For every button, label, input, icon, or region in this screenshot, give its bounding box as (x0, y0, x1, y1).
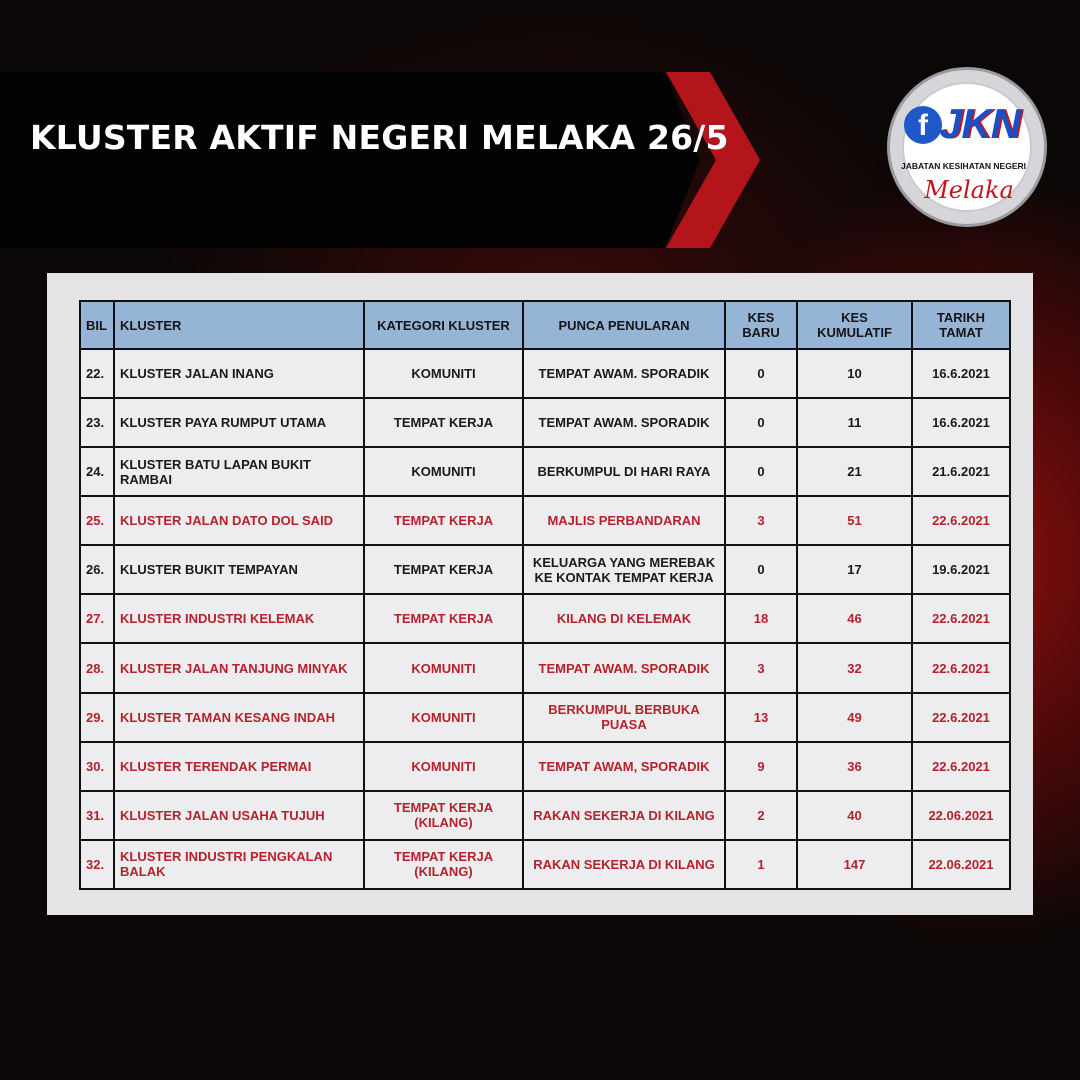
table-row (80, 349, 1010, 398)
row-kluster-name: KLUSTER INDUSTRI KELEMAK (114, 594, 364, 643)
table-row (80, 594, 1010, 643)
row-tarikh-tamat: 22.6.2021 (912, 496, 1010, 545)
row-kluster-name: KLUSTER TAMAN KESANG INDAH (114, 693, 364, 742)
row-kes-baru: 0 (725, 349, 797, 398)
row-punca: BERKUMPUL BERBUKA PUASA (523, 693, 725, 742)
row-punca: TEMPAT AWAM. SPORADIK (523, 349, 725, 398)
row-bil: 25. (80, 496, 114, 545)
cluster-table (79, 300, 1011, 890)
row-kluster-name: KLUSTER JALAN TANJUNG MINYAK (114, 643, 364, 692)
col-header-kluster: KLUSTER (114, 301, 364, 349)
col-header-kes-baru: KES BARU (725, 301, 797, 349)
row-punca: KILANG DI KELEMAK (523, 594, 725, 643)
facebook-icon: f (904, 106, 942, 144)
row-tarikh-tamat: 21.6.2021 (912, 447, 1010, 496)
row-kes-baru: 13 (725, 693, 797, 742)
row-kes-baru: 2 (725, 791, 797, 840)
row-kes-kumulatif: 49 (797, 693, 912, 742)
row-kategori: KOMUNITI (364, 693, 523, 742)
row-kes-kumulatif: 36 (797, 742, 912, 791)
page-title: KLUSTER AKTIF NEGERI MELAKA 26/5 (30, 118, 729, 157)
row-kes-baru: 0 (725, 398, 797, 447)
row-kategori: KOMUNITI (364, 742, 523, 791)
row-kes-kumulatif: 51 (797, 496, 912, 545)
row-kluster-name: KLUSTER BATU LAPAN BUKIT RAMBAI (114, 447, 364, 496)
row-punca: RAKAN SEKERJA DI KILANG (523, 791, 725, 840)
row-kes-kumulatif: 32 (797, 643, 912, 692)
col-header-punca: PUNCA PENULARAN (523, 301, 725, 349)
row-bil: 30. (80, 742, 114, 791)
table-row (80, 643, 1010, 692)
row-kes-kumulatif: 46 (797, 594, 912, 643)
col-header-kes-kumulatif: KES KUMULATIF (797, 301, 912, 349)
row-bil: 22. (80, 349, 114, 398)
row-kategori: TEMPAT KERJA (364, 545, 523, 594)
row-bil: 26. (80, 545, 114, 594)
col-header-tarikh-tamat: TARIKH TAMAT (912, 301, 1010, 349)
row-punca: TEMPAT AWAM. SPORADIK (523, 398, 725, 447)
row-bil: 27. (80, 594, 114, 643)
row-kes-baru: 18 (725, 594, 797, 643)
row-bil: 23. (80, 398, 114, 447)
row-kes-kumulatif: 10 (797, 349, 912, 398)
row-tarikh-tamat: 22.6.2021 (912, 742, 1010, 791)
table-row (80, 447, 1010, 496)
row-kes-baru: 3 (725, 496, 797, 545)
row-kategori: TEMPAT KERJA (KILANG) (364, 840, 523, 889)
row-kategori: KOMUNITI (364, 643, 523, 692)
table-row (80, 840, 1010, 889)
row-kategori: TEMPAT KERJA (364, 398, 523, 447)
row-punca: BERKUMPUL DI HARI RAYA (523, 447, 725, 496)
row-kluster-name: KLUSTER INDUSTRI PENGKALAN BALAK (114, 840, 364, 889)
row-kluster-name: KLUSTER JALAN USAHA TUJUH (114, 791, 364, 840)
table-row (80, 545, 1010, 594)
row-tarikh-tamat: 16.6.2021 (912, 398, 1010, 447)
logo-script: Melaka (924, 176, 1014, 204)
row-kategori: KOMUNITI (364, 349, 523, 398)
row-punca: KELUARGA YANG MEREBAK KE KONTAK TEMPAT KERJA (523, 545, 725, 594)
col-header-bil: BIL (80, 301, 114, 349)
row-kategori: KOMUNITI (364, 447, 523, 496)
row-kluster-name: KLUSTER TERENDAK PERMAI (114, 742, 364, 791)
row-tarikh-tamat: 22.06.2021 (912, 840, 1010, 889)
table-row (80, 742, 1010, 791)
row-kluster-name: KLUSTER PAYA RUMPUT UTAMA (114, 398, 364, 447)
row-bil: 28. (80, 643, 114, 692)
row-kluster-name: KLUSTER JALAN INANG (114, 349, 364, 398)
row-tarikh-tamat: 19.6.2021 (912, 545, 1010, 594)
row-kes-baru: 1 (725, 840, 797, 889)
row-kluster-name: KLUSTER BUKIT TEMPAYAN (114, 545, 364, 594)
table-row (80, 496, 1010, 545)
title-banner (0, 72, 700, 248)
col-header-kategori: KATEGORI KLUSTER (364, 301, 523, 349)
row-punca: TEMPAT AWAM, SPORADIK (523, 742, 725, 791)
row-punca: MAJLIS PERBANDARAN (523, 496, 725, 545)
row-kategori: TEMPAT KERJA (364, 496, 523, 545)
row-kes-kumulatif: 17 (797, 545, 912, 594)
row-punca: TEMPAT AWAM. SPORADIK (523, 643, 725, 692)
row-kes-kumulatif: 147 (797, 840, 912, 889)
table-header-row (80, 301, 1010, 349)
row-kes-kumulatif: 40 (797, 791, 912, 840)
row-kes-baru: 0 (725, 447, 797, 496)
row-kategori: TEMPAT KERJA (364, 594, 523, 643)
row-kluster-name: KLUSTER JALAN DATO DOL SAID (114, 496, 364, 545)
table-row (80, 693, 1010, 742)
row-tarikh-tamat: 22.6.2021 (912, 693, 1010, 742)
row-tarikh-tamat: 16.6.2021 (912, 349, 1010, 398)
row-tarikh-tamat: 22.06.2021 (912, 791, 1010, 840)
row-bil: 31. (80, 791, 114, 840)
row-tarikh-tamat: 22.6.2021 (912, 594, 1010, 643)
row-kes-baru: 3 (725, 643, 797, 692)
table-row (80, 398, 1010, 447)
row-bil: 24. (80, 447, 114, 496)
row-kes-kumulatif: 21 (797, 447, 912, 496)
row-kategori: TEMPAT KERJA (KILANG) (364, 791, 523, 840)
table-row (80, 791, 1010, 840)
row-bil: 32. (80, 840, 114, 889)
row-kes-kumulatif: 11 (797, 398, 912, 447)
row-tarikh-tamat: 22.6.2021 (912, 643, 1010, 692)
row-kes-baru: 0 (725, 545, 797, 594)
row-kes-baru: 9 (725, 742, 797, 791)
row-punca: RAKAN SEKERJA DI KILANG (523, 840, 725, 889)
row-bil: 29. (80, 693, 114, 742)
logo-name: JKN (939, 100, 1021, 147)
logo-subtitle: JABATAN KESIHATAN NEGERI (901, 161, 1026, 171)
